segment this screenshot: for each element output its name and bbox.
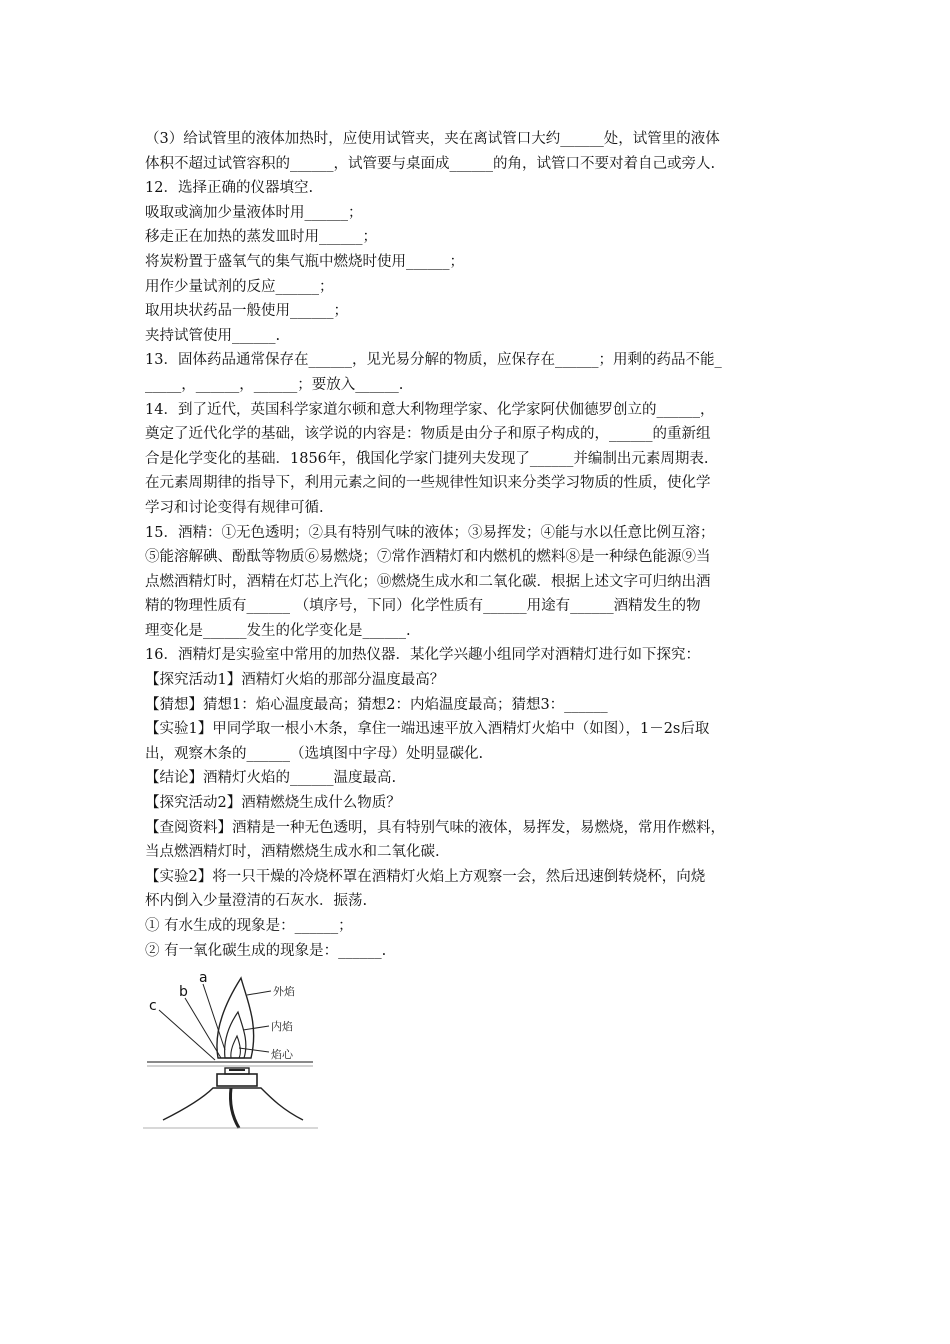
- question-12-title: 12．选择正确的仪器填空.: [145, 180, 314, 197]
- flame-core: [231, 1036, 241, 1058]
- text-line: 【查阅资料】酒精是一种无色透明，具有特别气味的液体，易挥发，易燃烧，常用作燃料，: [145, 819, 725, 836]
- text-line: 当点燃酒精灯时，酒精燃烧生成水和二氧化碳.: [145, 844, 440, 861]
- text-line: 移走正在加热的蒸发皿时用______；: [145, 229, 377, 246]
- text-line: 点燃酒精灯时，酒精在灯芯上汽化；⑩燃烧生成水和二氧化碳．根据上述文字可归纳出酒: [145, 573, 711, 590]
- text-line: 合是化学变化的基础．1856年，俄国化学家门捷列夫发现了______并编制出元素周期表.: [145, 450, 709, 467]
- letter-c: c: [149, 998, 157, 1014]
- text-line: 出，观察木条的______（选填图中字母）处明显碳化.: [145, 745, 484, 762]
- flame-core-label: 焰心: [271, 1048, 293, 1061]
- text-line: 取用块状药品一般使用______；: [145, 303, 348, 320]
- text-line: （3）给试管里的液体加热时，应使用试管夹，夹在离试管口大约______处，试管里的液体: [145, 131, 720, 147]
- text-line: 在元素周期律的指导下，利用元素之间的一些规律性知识来分类学习物质的性质，使化学: [145, 475, 711, 492]
- question-16-title: 16．酒精灯是实验室中常用的加热仪器．某化学兴趣小组同学对酒精灯进行如下探究：: [145, 647, 700, 664]
- question-13-title: 13．固体药品通常保存在______，见光易分解的物质，应保存在______；用剩的药品不能_: [145, 352, 722, 369]
- alcohol-lamp-figure: [143, 970, 318, 1130]
- text-line: ② 有一氧化碳生成的现象是：______.: [145, 942, 387, 959]
- text-line: ① 有水生成的现象是：______；: [145, 918, 353, 934]
- text-line: 理变化是______发生的化学变化是______.: [145, 622, 411, 639]
- text-line: 体积不超过试管容积的______，试管要与桌面成______的角，试管口不要对着自己或旁人.: [145, 155, 716, 172]
- text-line: 【探究活动1】酒精灯火焰的那部分温度最高？: [145, 672, 445, 689]
- inner-flame-label: 内焰: [271, 1020, 293, 1033]
- letter-b: b: [179, 984, 188, 1000]
- text-line: 吸取或滴加少量液体时用______；: [145, 204, 363, 221]
- letter-a: a: [199, 970, 208, 986]
- text-line: 【实验2】将一只干燥的冷烧杯罩在酒精灯火焰上方观察一会，然后迅速倒转烧杯，向烧: [145, 868, 706, 885]
- question-15-title: 15．酒精：①无色透明；②具有特别气味的液体；③易挥发；④能与水以任意比例互溶；: [145, 524, 715, 541]
- text-line: 精的物理性质有______ （填序号，下同）化学性质有______用途有______酒精发生的物: [145, 598, 701, 615]
- document-text: [145, 127, 820, 963]
- outer-flame-label: 外焰: [273, 985, 295, 998]
- text-line: 奠定了近代化学的基础，该学说的内容是：物质是由分子和原子构成的，______的重新组: [145, 426, 711, 443]
- text-line: _____，______，______；要放入______.: [145, 376, 404, 393]
- text-line: 杯内倒入少量澄清的石灰水．振荡.: [145, 893, 368, 910]
- outer-flame: [217, 978, 254, 1058]
- text-line: 学习和讨论变得有规律可循.: [145, 499, 324, 516]
- text-line: 【结论】酒精灯火焰的______温度最高.: [145, 770, 397, 787]
- text-line: ⑤能溶解碘、酚酞等物质⑥易燃烧；⑦常作酒精灯和内燃机的燃料⑧是一种绿色能源⑨当: [145, 549, 711, 566]
- text-line: 将炭粉置于盛氧气的集气瓶中燃烧时使用______；: [145, 253, 464, 270]
- text-line: 【实验1】甲同学取一根小木条，拿住一端迅速平放入酒精灯火焰中（如图），1－2s后取: [145, 721, 710, 738]
- text-line: 夹持试管使用______.: [145, 327, 281, 344]
- text-line: 用作少量试剂的反应______；: [145, 278, 334, 295]
- text-line: 【猜想】猜想1：焰心温度最高；猜想2：内焰温度最高；猜想3：______: [145, 696, 608, 713]
- inner-flame: [225, 1012, 246, 1058]
- text-line: 【探究活动2】酒精燃烧生成什么物质？: [145, 795, 401, 812]
- question-14-title: 14．到了近代，英国科学家道尔顿和意大利物理学家、化学家阿伏伽德罗创立的______，: [145, 401, 715, 418]
